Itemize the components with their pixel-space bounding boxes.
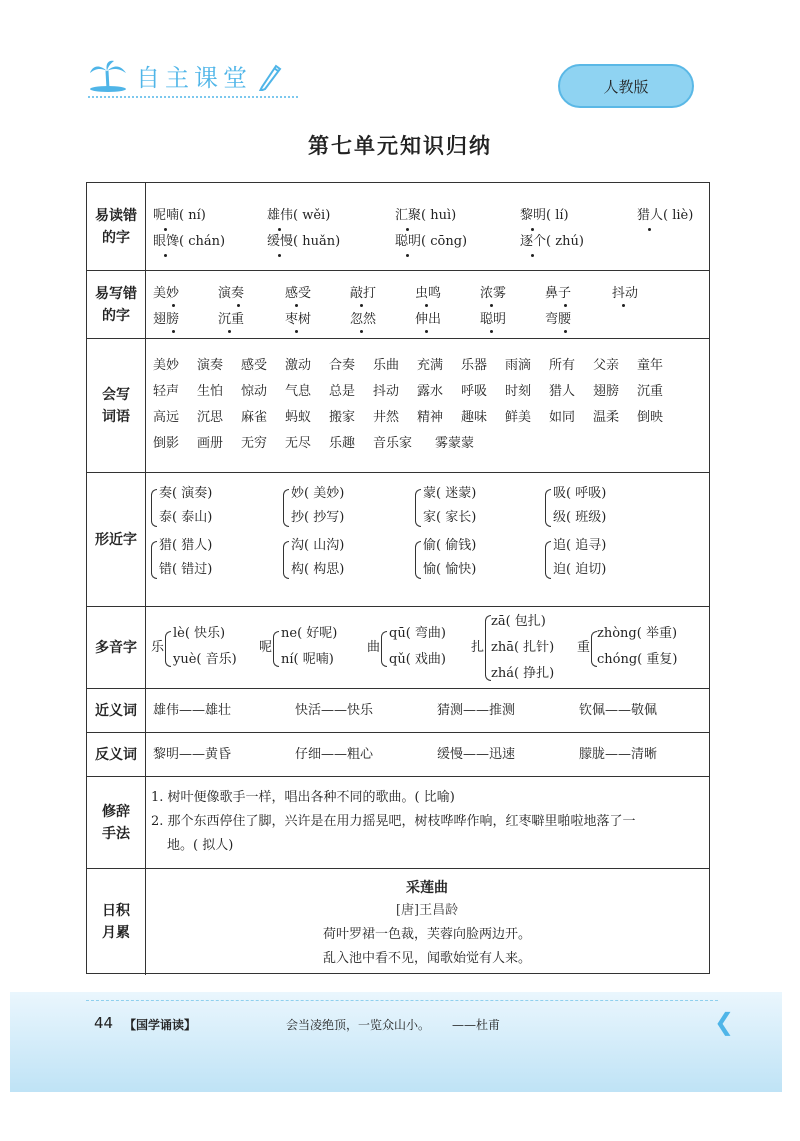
word-pair-item: 朦胧——清晰 (579, 747, 658, 762)
pinyin-item: 缓慢( huǎn) (267, 234, 341, 249)
word-grid (145, 339, 709, 472)
row-label: 形近字 (87, 473, 146, 606)
word-item: 美妙 (153, 286, 180, 301)
word-item: 沉思 (197, 410, 224, 425)
char-pair-item: 蒙( 迷蒙) (423, 486, 477, 501)
char-pair-item: 构( 构思) (291, 562, 345, 577)
poly-reading: zā( 包扎) (491, 614, 546, 629)
word-item: 露水 (417, 384, 444, 399)
pinyin-item: 逐个( zhú) (520, 234, 584, 249)
char-pair-item: 沟( 山沟) (291, 538, 345, 553)
header-banner (88, 58, 282, 93)
poem-line: 乱入池中看不见，闻歌始觉有人来。 (322, 951, 531, 966)
poly-reading: zhá( 挣扎) (491, 666, 555, 681)
pinyin-item: 眼馋( chán) (153, 234, 226, 249)
word-item: 蚂蚁 (285, 410, 312, 425)
pinyin-item: 猎人( liè) (637, 208, 694, 223)
row-label: 日积 月累 (87, 869, 146, 975)
word-item: 童年 (637, 358, 664, 373)
word-item: 虫鸣 (415, 286, 442, 301)
word-item: 倒映 (637, 410, 664, 425)
word-item: 呼吸 (461, 384, 488, 399)
word-item: 乐器 (461, 358, 488, 373)
pinyin-item: 雄伟( wěi) (267, 208, 331, 223)
row-easy-write (87, 271, 709, 339)
word-item: 轻声 (153, 384, 180, 399)
word-item: 无尽 (285, 436, 312, 451)
example-line: 2. 那个东西停住了脚，兴许是在用力摇晃吧，树枝哗哗作响，红枣噼里啪啦地落了一 (151, 814, 636, 829)
word-item: 忽然 (350, 312, 377, 327)
char-pair-item: 猎( 猎人) (159, 538, 213, 553)
row-label: 多音字 (87, 607, 146, 688)
word-item: 鲜美 (505, 410, 532, 425)
poly-reading: zhā( 扎针) (491, 640, 555, 655)
chevron-left-icon[interactable]: ❮ (714, 1008, 735, 1036)
word-item: 音乐家 (373, 436, 413, 451)
pinyin-item: 汇聚( huì) (395, 208, 457, 223)
poly-reading: qǔ( 戏曲) (389, 652, 446, 667)
row-can-write (87, 339, 709, 473)
word-item: 抖动 (373, 384, 400, 399)
char-pair-item: 家( 家长) (423, 510, 477, 525)
edition-badge: 人教版 (558, 64, 694, 108)
word-pair-item: 黎明——黄昏 (153, 747, 232, 762)
word-pair-item: 快活——快乐 (295, 703, 374, 718)
footer-divider (86, 1000, 718, 1001)
page-number: 44 (94, 1014, 114, 1032)
char-pair-item: 偷( 偷钱) (423, 538, 477, 553)
row-rhetoric (87, 777, 709, 869)
banner-title: 自主课堂 (136, 64, 252, 92)
palm-tree-icon (88, 59, 128, 93)
char-pair-item: 妙( 美妙) (291, 486, 345, 501)
word-item: 充满 (417, 358, 444, 373)
word-item: 画册 (197, 436, 224, 451)
poem-line: 荷叶罗裙一色裁，芙蓉向脸两边开。 (322, 927, 531, 942)
word-item: 敲打 (350, 286, 377, 301)
poly-char: 呢 (259, 640, 273, 655)
row-synonyms (87, 689, 709, 733)
example-line: 1. 树叶便像歌手一样，唱出各种不同的歌曲。( 比喻) (151, 790, 455, 805)
header-divider (88, 96, 298, 98)
word-pair-item: 雄伟——雄壮 (153, 703, 232, 718)
word-item: 倒影 (153, 436, 180, 451)
row-label: 近义词 (87, 689, 146, 732)
poly-reading: qū( 弯曲) (389, 626, 446, 641)
footer-tag: 【国学诵读】 (124, 1018, 197, 1032)
word-item: 趣味 (461, 410, 488, 425)
word-item: 翅膀 (153, 312, 180, 327)
word-item: 时刻 (505, 384, 532, 399)
word-item: 弯腰 (545, 312, 572, 327)
word-item: 激动 (285, 358, 312, 373)
poly-char: 曲 (367, 640, 381, 655)
word-item: 惊动 (241, 384, 268, 399)
word-item: 总是 (329, 384, 356, 399)
word-item: 所有 (549, 358, 576, 373)
word-item: 翅膀 (593, 384, 620, 399)
pencil-icon (256, 61, 282, 91)
footer-author: ——杜甫 (452, 1018, 501, 1032)
poly-char: 重 (577, 640, 591, 655)
word-item: 搬家 (329, 410, 356, 425)
word-item: 无穷 (241, 436, 268, 451)
char-pair-item: 吸( 呼吸) (553, 486, 607, 501)
word-item: 生怕 (197, 384, 224, 399)
word-item: 伸出 (415, 312, 442, 327)
word-pair-item: 猜测——推测 (437, 703, 516, 718)
word-item: 感受 (285, 286, 312, 301)
footer-band (10, 992, 782, 1092)
word-item: 乐趣 (329, 436, 356, 451)
word-item: 麻雀 (241, 410, 268, 425)
word-item: 沉重 (637, 384, 664, 399)
row-antonyms (87, 733, 709, 777)
word-pair-item: 仔细——粗心 (295, 747, 374, 762)
word-item: 鼻子 (545, 286, 572, 301)
char-pair-item: 追( 追寻) (553, 538, 607, 553)
char-pair-item: 泰( 泰山) (159, 510, 213, 525)
row-label: 会写 词语 (87, 339, 146, 472)
word-item: 雨滴 (505, 358, 532, 373)
char-pair-item: 愉( 愉快) (423, 562, 477, 577)
pinyin-item: 黎明( lí) (520, 208, 569, 223)
word-pair-item: 钦佩——敬佩 (579, 703, 658, 718)
word-item: 猎人 (549, 384, 576, 399)
poem-author: [唐]王昌龄 (395, 903, 459, 918)
poly-reading: yuè( 音乐) (173, 652, 237, 667)
poly-reading: chóng( 重复) (597, 652, 678, 667)
word-item: 雾蒙蒙 (435, 436, 475, 451)
word-item: 精神 (417, 410, 444, 425)
word-pair-item: 缓慢——迅速 (437, 747, 516, 762)
footer-quote: 会当凌绝顶，一览众山小。 (286, 1018, 431, 1032)
word-item: 温柔 (593, 410, 620, 425)
poem-title: 采莲曲 (406, 880, 448, 896)
word-item: 沉重 (218, 312, 245, 327)
knowledge-table (86, 182, 710, 974)
pinyin-item: 聪明( cōng) (395, 234, 468, 249)
pinyin-item: 呢喃( ní) (153, 208, 206, 223)
word-item: 高远 (153, 410, 180, 425)
char-pair-item: 错( 错过) (159, 562, 213, 577)
poly-reading: lè( 快乐) (173, 626, 226, 641)
row-similar-chars (87, 473, 709, 607)
char-pair-item: 迫( 迫切) (553, 562, 607, 577)
word-item: 合奏 (329, 358, 356, 373)
word-item: 抖动 (612, 286, 639, 301)
word-item: 气息 (285, 384, 312, 399)
word-item: 浓雾 (480, 286, 507, 301)
row-label: 反义词 (87, 733, 146, 776)
poly-char: 乐 (151, 640, 165, 655)
char-pair-item: 级( 班级) (553, 510, 607, 525)
word-item: 聪明 (480, 312, 507, 327)
poly-reading: zhòng( 举重) (597, 626, 678, 641)
word-item: 美妙 (153, 358, 180, 373)
word-item: 井然 (373, 410, 400, 425)
row-easy-read (87, 183, 709, 271)
poly-reading: ne( 好呢) (281, 626, 338, 641)
row-label: 修辞 手法 (87, 777, 146, 868)
char-pair-item: 抄( 抄写) (291, 510, 345, 525)
word-item: 感受 (241, 358, 268, 373)
word-item: 乐曲 (373, 358, 400, 373)
word-item: 演奏 (197, 358, 224, 373)
row-polyphonic (87, 607, 709, 689)
word-item: 如同 (549, 410, 576, 425)
char-pair-item: 奏( 演奏) (159, 486, 213, 501)
row-daily (87, 869, 709, 975)
word-item: 枣树 (285, 312, 312, 327)
poly-char: 扎 (471, 640, 485, 655)
page-title: 第七单元知识归纳 (308, 134, 492, 158)
row-label: 易读错 的字 (87, 183, 146, 270)
example-line: 地。( 拟人) (167, 838, 234, 853)
row-label: 易写错 的字 (87, 271, 146, 338)
poly-reading: ní( 呢喃) (281, 652, 334, 667)
word-item: 演奏 (218, 286, 245, 301)
word-item: 父亲 (593, 358, 620, 373)
